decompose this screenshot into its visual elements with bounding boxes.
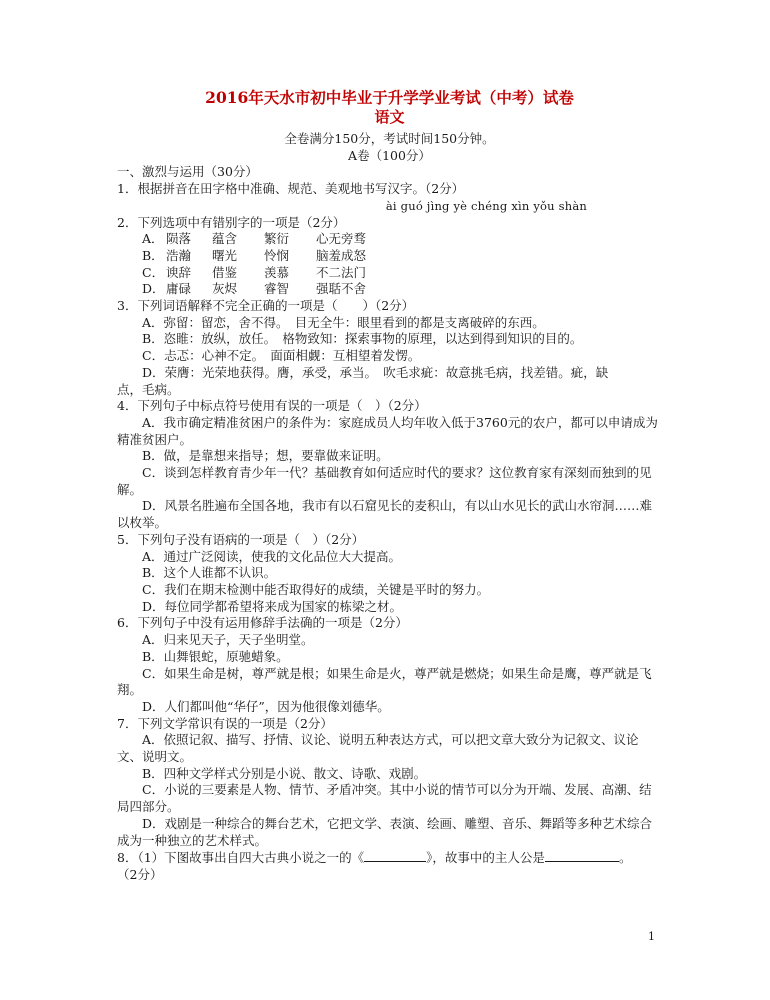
q6-option-b: B．山舞银蛇，原驰蜡象。	[142, 648, 289, 664]
question-2: 2．下列选项中有错别字的一项是（2分）	[117, 214, 346, 230]
option-word: 心无旁骛	[316, 231, 367, 247]
option-word: 蕴含	[212, 231, 238, 247]
question-8	[117, 849, 662, 867]
exam-title: 2016年天水市初中毕业于升学学业考试（中考）试卷	[205, 88, 574, 107]
option-word: 庸碌	[166, 281, 192, 297]
q3-option-b: B．恣睢：放纵，放任。 格物致知：探索事物的原理，以达到得到知识的目的。	[142, 331, 583, 347]
q8-text-1: 8．（1）下图故事出自四大古典小说之一的《	[117, 850, 365, 866]
question-5: 5．下列句子没有语病的一项是（ ）（2分）	[117, 531, 365, 547]
q4-option-d: D．风景名胜遍布全国各地，我市有以石窟见长的麦积山，有以山水见长的武山水帘洞……难以枚举。	[117, 498, 653, 531]
option-word: 灰烬	[212, 281, 238, 297]
question-1: 1．根据拼音在田字格中准确、规范、美观地书写汉字。（2分）	[117, 181, 465, 197]
exam-info: 全卷满分150分，考试时间150分钟。	[284, 131, 495, 146]
q4-option-c: C．谈到怎样教育青少年一代？基础教育如何适应时代的要求？这位教育家有深刻而独到的见解。	[117, 465, 652, 497]
novel-title-blank[interactable]	[364, 849, 426, 862]
q6-option-d: D．人们都叫他“华仔”，因为他很像刘德华。	[142, 698, 390, 714]
q3-option-a: A．弥留：留恋，舍不得。 目无全牛：眼里看到的都是支离破碎的东西。	[142, 314, 545, 330]
q7-option-b: B．四种文学样式分别是小说、散文、诗歌、戏剧。	[142, 765, 427, 781]
option-word: 睿智	[264, 281, 290, 297]
option-label: C．	[142, 264, 165, 280]
q4-option-b: B．做，是靠想来指导；想，要靠做来证明。	[142, 448, 389, 464]
q2-option-a	[117, 231, 662, 248]
q3-option-d-cont: 点，毛病。	[117, 381, 180, 397]
q8-text-2: 》，故事中的主人公是	[426, 850, 545, 866]
protagonist-blank[interactable]	[545, 849, 619, 862]
option-word: 繁衍	[264, 231, 290, 247]
option-label: A．	[142, 231, 164, 247]
question-7: 7．下列文学常识有误的一项是（2分）	[117, 715, 333, 731]
q3-option-c: C．忐忑：心神不定。 面面相觑：互相望着发愣。	[142, 348, 421, 364]
q4-option-a: A．我市确定精准贫困户的条件为：家庭成员人均年收入低于3760元的农户，都可以申请成为精准贫困户。	[117, 414, 658, 447]
question-3: 3．下列词语解释不完全正确的一项是（ ）（2分）	[117, 298, 415, 314]
exam-page	[117, 88, 662, 884]
page-number: 1	[648, 930, 655, 943]
question-6: 6．下列句子中没有运用修辞手法确的一项是（2分）	[117, 615, 408, 631]
q2-option-b	[117, 248, 662, 265]
q7-option-d: D．戏剧是一种综合的舞台艺术，它把文学、表演、绘画、雕塑、音乐、舞蹈等多种艺术综合成为一种独立的艺术样式。	[117, 815, 653, 848]
option-word: 羡慕	[264, 264, 290, 280]
option-word: 不二法门	[316, 264, 367, 280]
option-label: B．	[142, 247, 164, 263]
paper-a-heading: A卷（100分）	[348, 147, 431, 163]
q7-option-c: C．小说的三要素是人物、情节、矛盾冲突。其中小说的情节可以分为开端、发展、高潮、结局四部分。	[117, 782, 652, 815]
q8-text-3: 。	[618, 850, 632, 866]
q5-option-b: B．这个人谁都不认识。	[142, 565, 277, 581]
q3-option-d: D．荣膺：光荣地获得。膺，承受，承当。 吹毛求疵：故意挑毛病，找差错。疵，缺	[142, 364, 609, 380]
option-word: 怜悯	[264, 247, 290, 263]
option-word: 强聒不舍	[316, 281, 367, 297]
q2-option-c	[117, 265, 662, 282]
q5-option-a: A．通过广泛阅读，使我的文化品位大大提高。	[142, 548, 402, 564]
q5-option-d: D．每位同学都希望将来成为国家的栋梁之材。	[142, 598, 403, 614]
option-word: 借鉴	[212, 264, 238, 280]
option-word: 脑羞成怒	[316, 247, 367, 263]
option-word: 陨落	[166, 231, 192, 247]
option-word: 曙光	[212, 247, 238, 263]
section-heading: 一、激烈与运用（30分）	[117, 164, 258, 180]
pinyin-line: ài guó jìng yè chéng xìn yǒu shàn	[385, 198, 587, 213]
subject-heading: 语文	[374, 108, 405, 126]
q2-option-d	[117, 281, 662, 298]
question-4: 4．下列句子中标点符号使用有误的一项是（ ）（2分）	[117, 398, 427, 414]
q6-option-c: C．如果生命是树，尊严就是根；如果生命是火，尊严就是燃烧；如果生命是鹰，尊严就是飞翔。	[117, 665, 652, 698]
option-word: 浩瀚	[166, 247, 192, 263]
q5-option-c: C．我们在期末检测中能否取得好的成绩，关键是平时的努力。	[142, 581, 490, 597]
q7-option-a: A．依照记叙、描写、抒情、议论、说明五种表达方式，可以把文章大致分为记叙文、议论文、说明文。	[117, 732, 639, 765]
q6-option-a: A．归来见天子，天子坐明堂。	[142, 632, 314, 648]
option-word: 谀辞	[166, 264, 192, 280]
q8-score: （2分）	[117, 866, 163, 882]
option-label: D．	[142, 281, 165, 297]
